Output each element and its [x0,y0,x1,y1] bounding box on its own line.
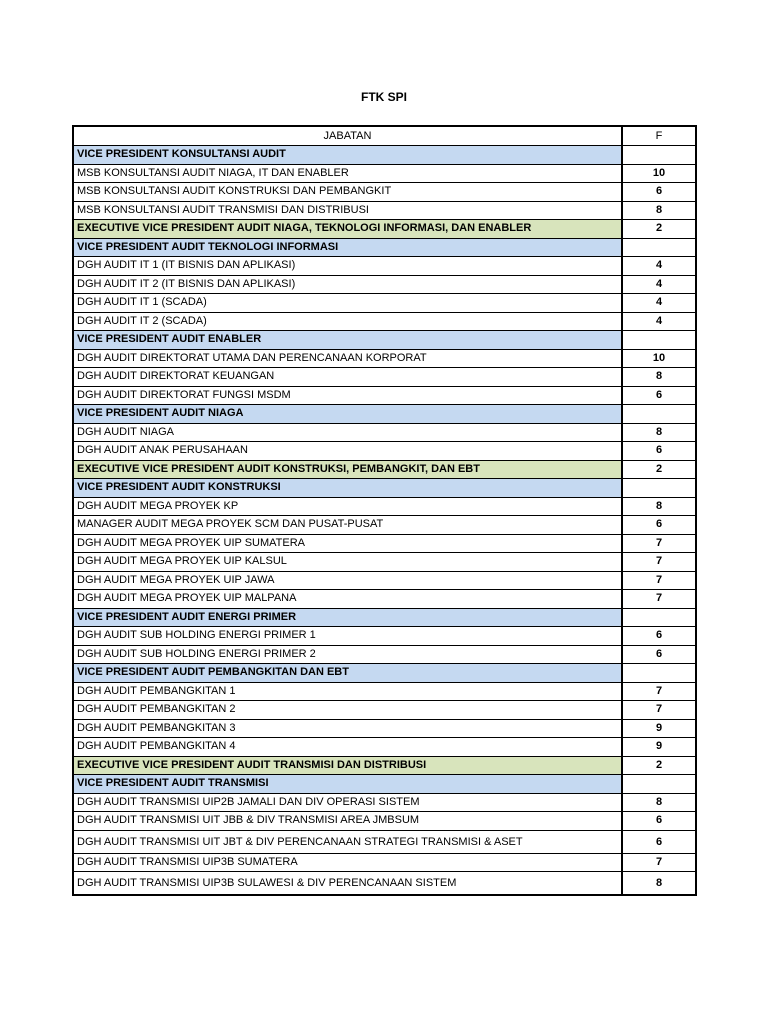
jabatan-cell: DGH AUDIT MEGA PROYEK UIP SUMATERA [73,534,622,553]
f-value-cell [622,331,696,350]
f-value-cell: 6 [622,442,696,461]
table-row [73,645,696,664]
vp-section-row [73,775,696,794]
table-row [73,534,696,553]
table-row [73,682,696,701]
table-body [73,146,696,896]
table-row [73,442,696,461]
f-value-cell: 10 [622,164,696,183]
f-value-cell: 7 [622,571,696,590]
vp-section-row [73,479,696,498]
vp-section-row [73,405,696,424]
table-row [73,183,696,202]
vp-section-row [73,664,696,683]
jabatan-cell: DGH AUDIT ANAK PERUSAHAAN [73,442,622,461]
table-row [73,164,696,183]
header-f: F [622,126,696,146]
jabatan-cell: DGH AUDIT MEGA PROYEK UIP JAWA [73,571,622,590]
vp-section-row [73,238,696,257]
header-jabatan: JABATAN [73,126,622,146]
jabatan-cell: DGH AUDIT TRANSMISI UIP3B SULAWESI & DIV PERENCANAAN SISTEM [73,872,622,896]
f-value-cell: 4 [622,257,696,276]
jabatan-cell: DGH AUDIT DIREKTORAT UTAMA DAN PERENCANAAN KORPORAT [73,349,622,368]
f-value-cell [622,775,696,794]
f-value-cell [622,238,696,257]
document-title: FTK SPI [360,90,407,104]
jabatan-cell: MSB KONSULTANSI AUDIT KONSTRUKSI DAN PEMBANGKIT [73,183,622,202]
f-value-cell: 7 [622,553,696,572]
f-value-cell: 6 [622,812,696,831]
evp-section-row [73,220,696,239]
f-value-cell: 7 [622,534,696,553]
jabatan-cell: DGH AUDIT IT 1 (IT BISNIS DAN APLIKASI) [73,257,622,276]
f-value-cell: 8 [622,201,696,220]
f-value-cell: 8 [622,793,696,812]
jabatan-cell: DGH AUDIT TRANSMISI UIT JBB & DIV TRANSMISI AREA JMBSUM [73,812,622,831]
table-row [73,853,696,872]
jabatan-cell: VICE PRESIDENT AUDIT TEKNOLOGI INFORMASI [73,238,622,257]
f-value-cell: 8 [622,497,696,516]
table-row [73,312,696,331]
table-row [73,275,696,294]
jabatan-cell: VICE PRESIDENT AUDIT TRANSMISI [73,775,622,794]
f-value-cell: 6 [622,386,696,405]
jabatan-cell: DGH AUDIT DIREKTORAT KEUANGAN [73,368,622,387]
table-row [73,793,696,812]
jabatan-cell: VICE PRESIDENT KONSULTANSI AUDIT [73,146,622,165]
table-row [73,738,696,757]
jabatan-cell: DGH AUDIT TRANSMISI UIP3B SUMATERA [73,853,622,872]
table-row [73,571,696,590]
jabatan-cell: DGH AUDIT IT 1 (SCADA) [73,294,622,313]
f-value-cell: 8 [622,423,696,442]
jabatan-cell: DGH AUDIT PEMBANGKITAN 1 [73,682,622,701]
jabatan-cell: DGH AUDIT TRANSMISI UIP2B JAMALI DAN DIV OPERASI SISTEM [73,793,622,812]
jabatan-cell: VICE PRESIDENT AUDIT PEMBANGKITAN DAN EBT [73,664,622,683]
table-row [73,701,696,720]
vp-section-row [73,608,696,627]
table-row [73,812,696,831]
jabatan-cell: MANAGER AUDIT MEGA PROYEK SCM DAN PUSAT-PUSAT [73,516,622,535]
jabatan-cell: DGH AUDIT MEGA PROYEK UIP MALPANA [73,590,622,609]
f-value-cell: 6 [622,830,696,853]
vp-section-row [73,146,696,165]
f-value-cell: 2 [622,756,696,775]
jabatan-cell: MSB KONSULTANSI AUDIT NIAGA, IT DAN ENABLER [73,164,622,183]
table-row [73,423,696,442]
f-value-cell [622,146,696,165]
table-row [73,349,696,368]
f-value-cell: 2 [622,460,696,479]
table-row [73,368,696,387]
jabatan-cell: DGH AUDIT SUB HOLDING ENERGI PRIMER 1 [73,627,622,646]
f-value-cell: 4 [622,312,696,331]
table-row [73,294,696,313]
f-value-cell: 9 [622,719,696,738]
table-row [73,201,696,220]
jabatan-cell: EXECUTIVE VICE PRESIDENT AUDIT KONSTRUKSI, PEMBANGKIT, DAN EBT [73,460,622,479]
f-value-cell: 6 [622,183,696,202]
table-row [73,386,696,405]
f-value-cell: 7 [622,590,696,609]
jabatan-cell: DGH AUDIT IT 2 (IT BISNIS DAN APLIKASI) [73,275,622,294]
table-row [73,516,696,535]
table-row [73,590,696,609]
table-row [73,719,696,738]
table-row [73,257,696,276]
f-value-cell [622,405,696,424]
f-value-cell: 6 [622,516,696,535]
f-value-cell: 4 [622,275,696,294]
f-value-cell: 9 [622,738,696,757]
table-row [73,553,696,572]
jabatan-cell: EXECUTIVE VICE PRESIDENT AUDIT TRANSMISI DAN DISTRIBUSI [73,756,622,775]
vp-section-row [73,331,696,350]
jabatan-cell: VICE PRESIDENT AUDIT NIAGA [73,405,622,424]
jabatan-cell: DGH AUDIT MEGA PROYEK KP [73,497,622,516]
jabatan-cell: DGH AUDIT PEMBANGKITAN 4 [73,738,622,757]
f-value-cell: 7 [622,701,696,720]
jabatan-cell: DGH AUDIT SUB HOLDING ENERGI PRIMER 2 [73,645,622,664]
f-value-cell: 7 [622,682,696,701]
jabatan-cell: MSB KONSULTANSI AUDIT TRANSMISI DAN DISTRIBUSI [73,201,622,220]
f-value-cell: 8 [622,872,696,896]
evp-section-row [73,756,696,775]
jabatan-cell: DGH AUDIT PEMBANGKITAN 2 [73,701,622,720]
jabatan-cell: VICE PRESIDENT AUDIT ENABLER [73,331,622,350]
f-value-cell: 7 [622,853,696,872]
ftk-table [72,125,697,896]
f-value-cell [622,608,696,627]
jabatan-cell: DGH AUDIT DIREKTORAT FUNGSI MSDM [73,386,622,405]
jabatan-cell: DGH AUDIT MEGA PROYEK UIP KALSUL [73,553,622,572]
table-row [73,872,696,896]
table-header-row [73,126,696,146]
jabatan-cell: DGH AUDIT TRANSMISI UIT JBT & DIV PERENCANAAN STRATEGI TRANSMISI & ASET [73,830,622,853]
f-value-cell: 4 [622,294,696,313]
jabatan-cell: DGH AUDIT IT 2 (SCADA) [73,312,622,331]
f-value-cell: 8 [622,368,696,387]
jabatan-cell: VICE PRESIDENT AUDIT ENERGI PRIMER [73,608,622,627]
table-row [73,830,696,853]
f-value-cell: 6 [622,645,696,664]
evp-section-row [73,460,696,479]
jabatan-cell: DGH AUDIT NIAGA [73,423,622,442]
table-row [73,627,696,646]
f-value-cell [622,664,696,683]
f-value-cell: 6 [622,627,696,646]
jabatan-cell: DGH AUDIT PEMBANGKITAN 3 [73,719,622,738]
f-value-cell: 2 [622,220,696,239]
jabatan-cell: VICE PRESIDENT AUDIT KONSTRUKSI [73,479,622,498]
f-value-cell [622,479,696,498]
jabatan-cell: EXECUTIVE VICE PRESIDENT AUDIT NIAGA, TEKNOLOGI INFORMASI, DAN ENABLER [73,220,622,239]
table-row [73,497,696,516]
f-value-cell: 10 [622,349,696,368]
